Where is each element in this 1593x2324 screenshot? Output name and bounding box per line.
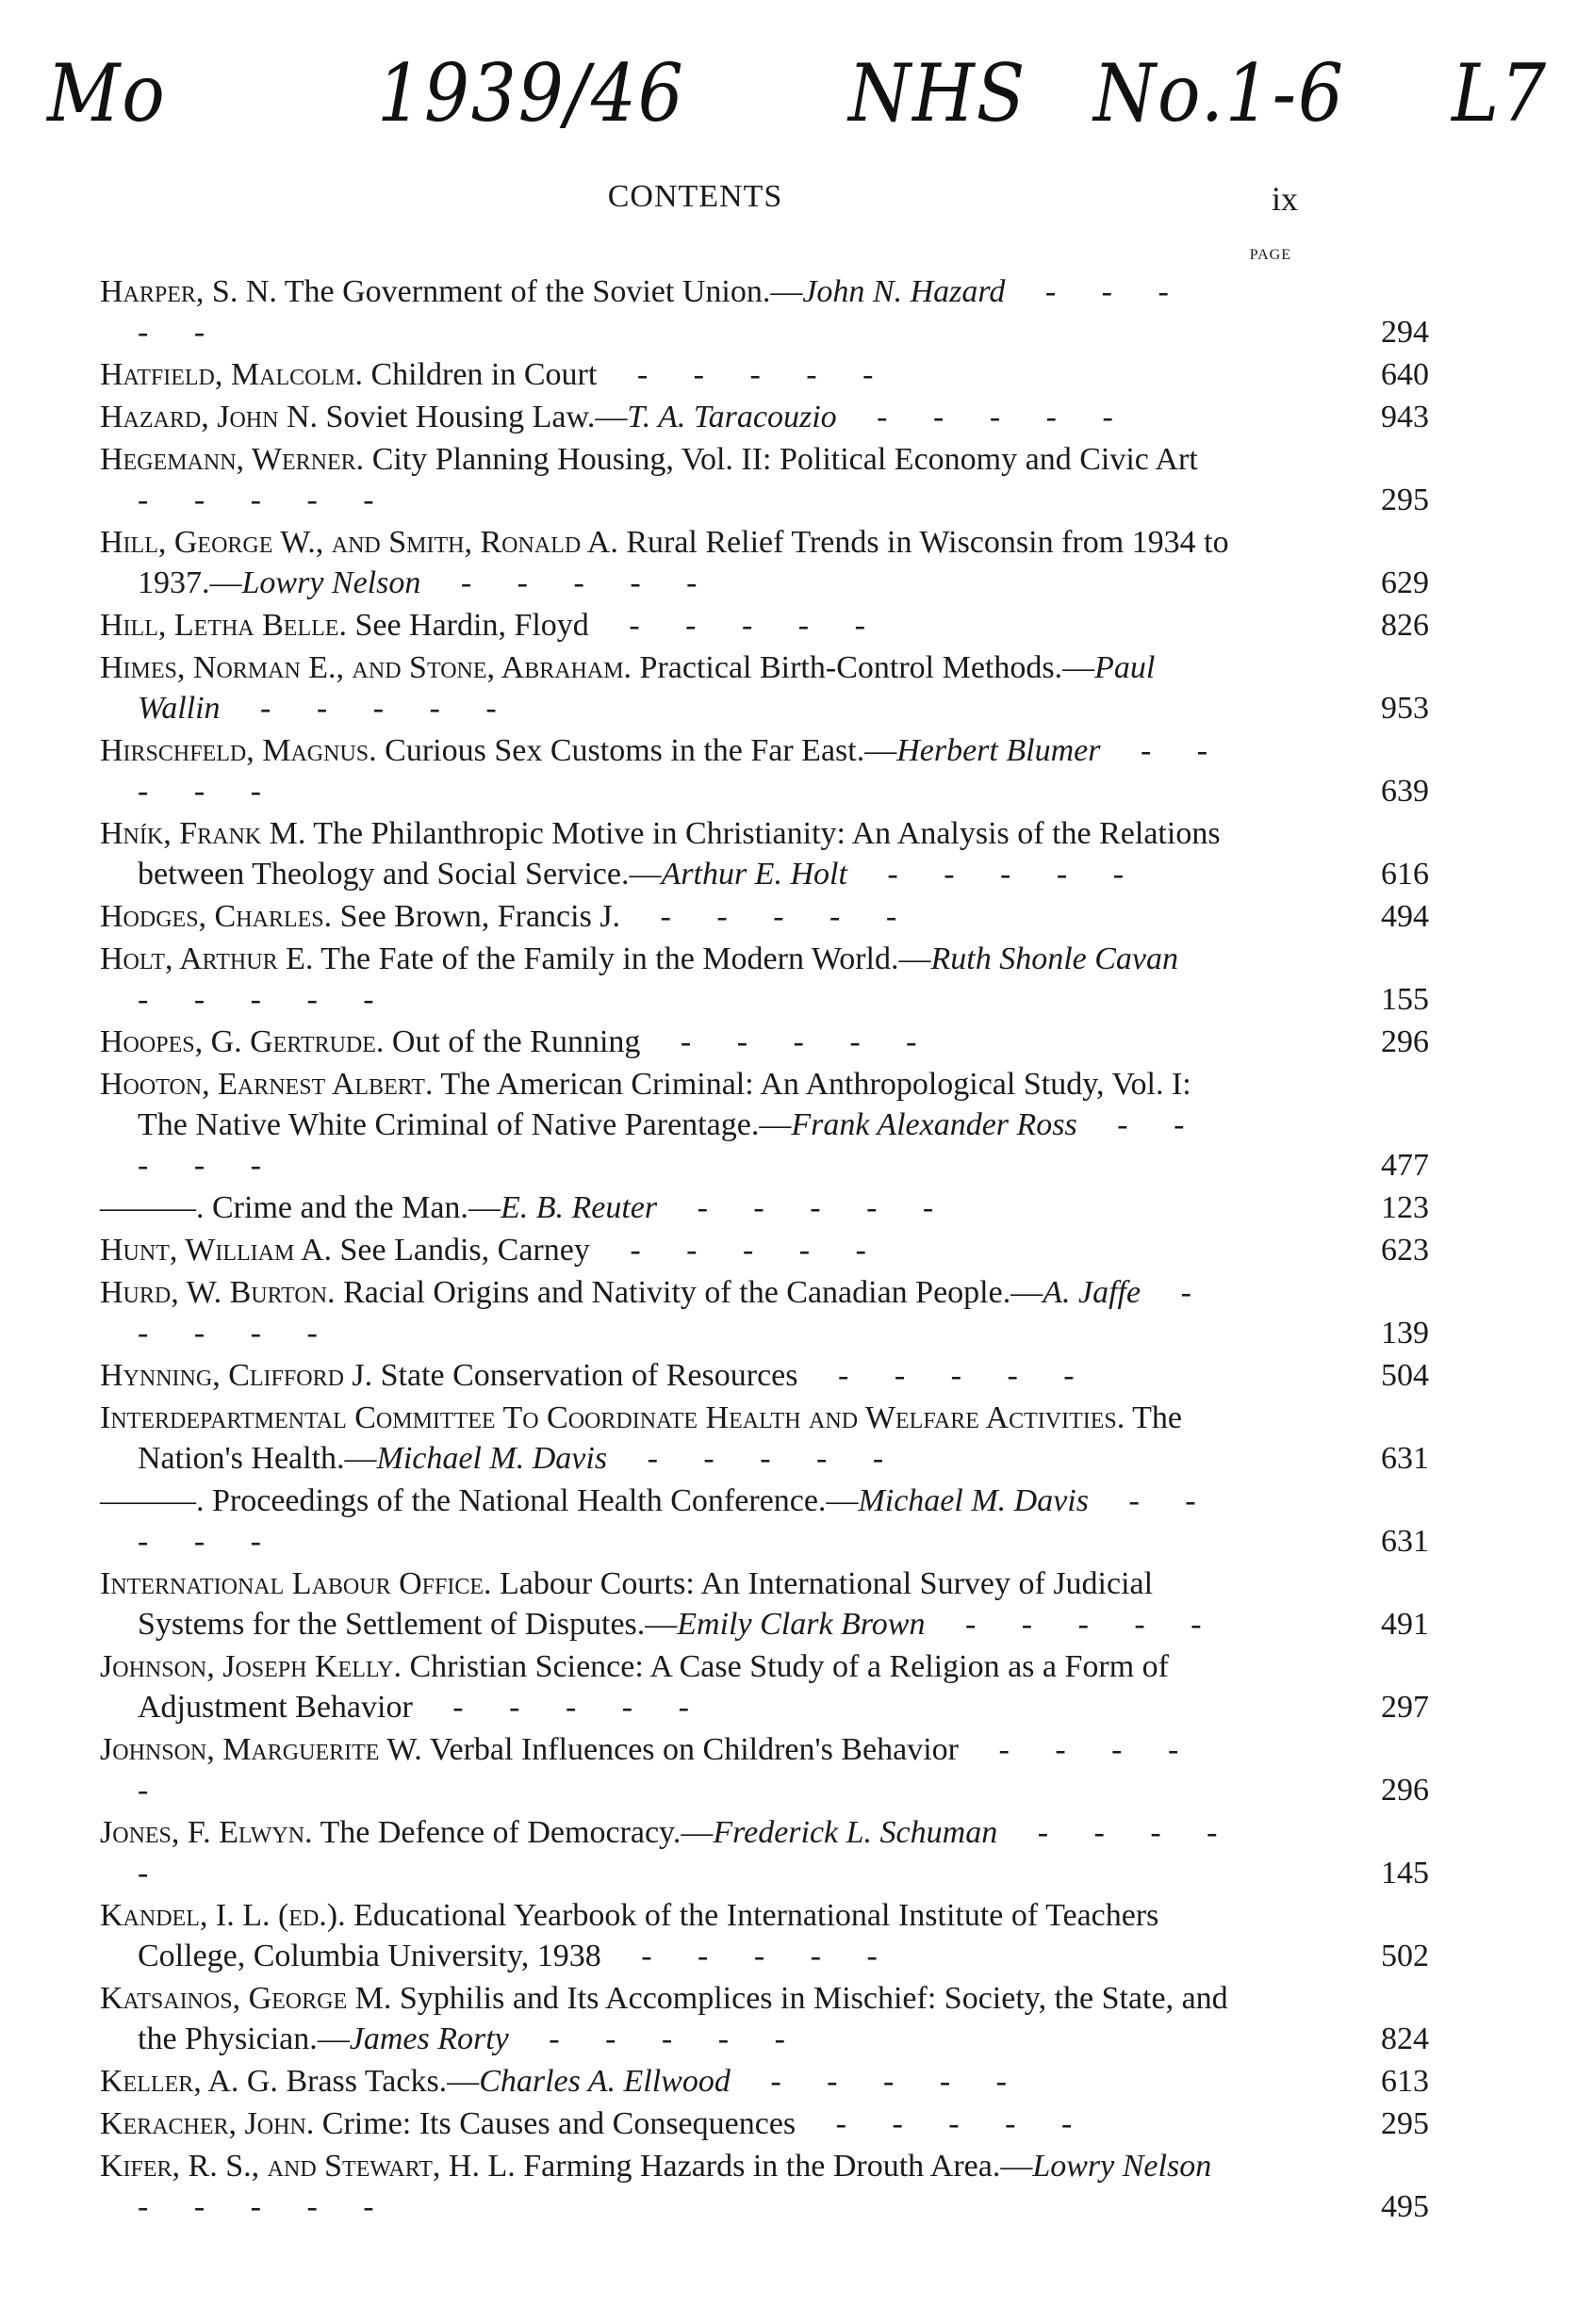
entry-page: 477	[1381, 1148, 1429, 1183]
entry-title: Christian Science: A Case Study of a Religion as a Form of Adjustment Behavior	[138, 1649, 1169, 1725]
contents-entry	[100, 1022, 1429, 1062]
entry-author: Jones, F. Elwyn.	[100, 1815, 313, 1850]
entry-page: 296	[1381, 1024, 1429, 1059]
entry-reviewer: Ruth Shonle Cavan	[930, 941, 1179, 976]
entry-author: Kandel, I. L. (ed.).	[100, 1898, 346, 1933]
entry-author: Keller, A. G.	[100, 2064, 278, 2099]
entry-page: 145	[1381, 1856, 1429, 1890]
entry-reviewer: A. Jaffe	[1043, 1275, 1141, 1310]
entry-page: 613	[1381, 2064, 1429, 2099]
entry-reviewer: Arthur E. Holt	[661, 857, 847, 892]
entry-title: Racial Origins and Nativity of the Canadian People.	[343, 1275, 1011, 1310]
leader-dots: - - - - -	[809, 2106, 1092, 2141]
entry-reviewer: E. B. Reuter	[500, 1190, 658, 1225]
leader-dots: - - - - -	[849, 400, 1132, 434]
entry-title: See Brown, Francis J.	[339, 899, 621, 934]
entry-author: Hník, Frank M.	[100, 816, 306, 851]
contents-entry: Harper, S. N. The Government of the Soviet Union.—John N. Hazard - - - - - 294	[100, 271, 1240, 352]
entry-author: Hatfield, Malcolm.	[100, 357, 363, 392]
contents-entry: Jones, F. Elwyn. The Defence of Democracy.—Frederick L. Schuman - - - - - 145	[100, 1812, 1240, 1893]
entry-title: Proceedings of the National Health Conference.	[212, 1483, 827, 1518]
leader-dots: - - - - -	[138, 982, 393, 1017]
entry-page: 295	[1381, 2106, 1429, 2141]
entry-author: Johnson, Joseph Kelly.	[100, 1649, 402, 1684]
entry-reviewer: Michael M. Davis	[376, 1441, 608, 1476]
leader-dots: - - - - -	[138, 1732, 1198, 1808]
entry-page: 631	[1381, 1524, 1429, 1559]
contents-entry	[100, 1895, 1429, 1976]
handwritten-mark: NHS	[848, 47, 1027, 139]
entry-page: 943	[1381, 400, 1429, 434]
contents-entry	[100, 1646, 1429, 1727]
entry-page: 640	[1381, 357, 1429, 392]
leader-dots: - - - - -	[138, 1275, 1210, 1350]
entry-reviewer: Charles A. Ellwood	[479, 2064, 731, 2099]
leader-dots: - - - - -	[138, 274, 1188, 350]
entry-title: Crime and the Man.	[212, 1190, 468, 1225]
page-column-label: PAGE	[1249, 247, 1291, 263]
entry-author: Hurd, W. Burton.	[100, 1275, 336, 1310]
entry-author: Harper, S. N.	[100, 274, 277, 309]
contents-entry: Katsainos, George M. Syphilis and Its Accomplices in Mischief: Society, the State, and the Physician.—James Rorty - - - - - 824	[100, 1978, 1240, 2059]
entry-title: The Philanthropic Motive in Christianity: An Analysis of the Relations between Theology and Social Service.	[138, 816, 1221, 892]
page-header	[94, 179, 1296, 226]
entry-title: Labour Courts: An International Survey of Judicial Systems for the Settlement of Disputes.	[138, 1566, 1154, 1642]
contents-entry: Hník, Frank M. The Philanthropic Motive in Christianity: An Analysis of the Relations between Theology and Social Service.—Arthur E. Holt - - - - - 616	[100, 813, 1240, 894]
entry-author: Hazard, John N.	[100, 400, 318, 434]
entry-page: 155	[1381, 982, 1429, 1017]
handwritten-annotation	[38, 47, 1555, 151]
entry-author: Hunt, William A.	[100, 1233, 333, 1268]
entry-page: 495	[1381, 2189, 1429, 2224]
entry-page: 826	[1381, 608, 1429, 643]
contents-entry	[100, 1230, 1429, 1270]
contents-entry	[100, 439, 1429, 520]
leader-dots: - - - - -	[620, 1441, 903, 1476]
leader-dots: - - - - -	[610, 357, 893, 392]
entry-reviewer: Michael M. Davis	[858, 1483, 1089, 1518]
leader-dots: - - - - -	[138, 733, 1227, 809]
contents-entry: Hurd, W. Burton. Racial Origins and Nativity of the Canadian People.—A. Jaffe - - - - - 139	[100, 1272, 1240, 1353]
entry-title: Rural Relief Trends in Wisconsin from 1934 to 1937.	[138, 525, 1229, 600]
entry-reviewer: Frank Alexander Ross	[791, 1107, 1077, 1142]
page-numeral: ix	[1271, 180, 1298, 218]
leader-dots: - - - - -	[233, 691, 516, 726]
entry-author: Himes, Norman E., and Stone, Abraham.	[100, 650, 632, 685]
contents-entry: Hazard, John N. Soviet Housing Law.—T. A. Taracouzio - - - - - 943	[100, 397, 1240, 437]
entry-reviewer: Lowry Nelson	[241, 565, 421, 600]
entry-title: The Nation's Health.	[138, 1400, 1182, 1476]
entry-title: Educational Yearbook of the International Institute of Teachers College, Columbia University, 1938	[138, 1898, 1159, 1973]
leader-dots: - - - - -	[138, 1107, 1204, 1183]
entry-page: 494	[1381, 899, 1429, 934]
entry-page: 295	[1381, 483, 1429, 517]
entry-title: The Fate of the Family in the Modern World.	[320, 941, 899, 976]
contents-entry	[100, 2103, 1429, 2144]
entry-page: 631	[1381, 1441, 1429, 1476]
entry-page: 294	[1381, 315, 1429, 350]
entry-title: Practical Birth-Control Methods.	[639, 650, 1063, 685]
entry-author: Hooton, Earnest Albert.	[100, 1067, 434, 1102]
leader-dots: - - - - -	[653, 1024, 936, 1059]
entry-title: Children in Court	[370, 357, 598, 392]
entry-author: Hill, George W., and Smith, Ronald A.	[100, 525, 618, 560]
entry-page: 491	[1381, 1607, 1429, 1642]
contents-entry: International Labour Office. Labour Courts: An International Survey of Judicial Systems for the Settlement of Disputes.—Emily Clark Brown - - - - - 491	[100, 1563, 1240, 1645]
entry-reviewer: James Rorty	[349, 2021, 509, 2056]
entry-author: ———.	[100, 1190, 205, 1225]
entry-author: Johnson, Marguerite W.	[100, 1732, 422, 1767]
leader-dots: - - - - -	[425, 1690, 708, 1725]
entry-author: ———.	[100, 1483, 205, 1518]
entry-page: 953	[1381, 691, 1429, 726]
entry-title: The American Criminal: An Anthropological Study, Vol. I: The Native White Criminal of Native Parentage.	[138, 1067, 1191, 1142]
contents-entry: Keller, A. G. Brass Tacks.—Charles A. Ellwood - - - - - 613	[100, 2061, 1240, 2102]
contents-entry: Kifer, R. S., and Stewart, H. L. Farming Hazards in the Drouth Area.—Lowry Nelson - - - - - 495	[100, 2146, 1240, 2227]
leader-dots: - - - - -	[633, 899, 916, 934]
entry-title: The Government of the Soviet Union.	[284, 274, 771, 309]
entry-page: 629	[1381, 565, 1429, 600]
contents-entry	[100, 896, 1429, 937]
entry-reviewer: Lowry Nelson	[1032, 2149, 1212, 2184]
entry-reviewer: Paul Wallin	[138, 650, 1156, 726]
entry-page: 824	[1381, 2021, 1429, 2056]
leader-dots: - - - - -	[670, 1190, 953, 1225]
handwritten-mark: L7	[1452, 47, 1548, 139]
handwritten-mark: Mo	[47, 47, 167, 139]
entry-author: Holt, Arthur E.	[100, 941, 314, 976]
leader-dots: - - - - -	[521, 2021, 804, 2056]
leader-dots: - - - - -	[743, 2064, 1026, 2099]
entry-author: Kifer, R. S., and Stewart, H. L.	[100, 2149, 516, 2184]
entry-title: Farming Hazards in the Drouth Area.	[523, 2149, 1001, 2184]
leader-dots: - - - - -	[860, 857, 1143, 892]
entry-page: 123	[1381, 1190, 1429, 1225]
entry-reviewer: T. A. Taracouzio	[627, 400, 837, 434]
leader-dots: - - - - -	[601, 608, 884, 643]
entry-title: Brass Tacks.	[286, 2064, 448, 2099]
entry-author: Hirschfeld, Magnus.	[100, 733, 377, 768]
page-title: CONTENTS	[607, 179, 783, 214]
entry-reviewer: John N. Hazard	[802, 274, 1006, 309]
entry-title: Curious Sex Customs in the Far East.	[385, 733, 865, 768]
leader-dots: - - - - -	[138, 1483, 1215, 1559]
contents-entry	[100, 354, 1429, 395]
entry-reviewer: Emily Clark Brown	[677, 1607, 926, 1642]
entry-title: Out of the Running	[391, 1024, 641, 1059]
entry-author: Hodges, Charles.	[100, 899, 333, 934]
entry-author: Hoopes, G. Gertrude.	[100, 1024, 385, 1059]
contents-entry: Interdepartmental Committee To Coordinate Health and Welfare Activities. The Nation's Health.—Michael M. Davis - - - - - 631	[100, 1398, 1240, 1479]
entry-reviewer: Frederick L. Schuman	[713, 1815, 998, 1850]
entry-title: Syphilis and Its Accomplices in Mischief: Society, the State, and the Physician.	[138, 1981, 1228, 2056]
entry-author: International Labour Office.	[100, 1566, 492, 1601]
entry-page: 296	[1381, 1773, 1429, 1808]
leader-dots: - - - - -	[811, 1358, 1093, 1393]
entry-reviewer: Herbert Blumer	[896, 733, 1101, 768]
entry-author: Interdepartmental Committee To Coordinate Health and Welfare Activities.	[100, 1400, 1125, 1435]
contents-entry: ———. Crime and the Man.—E. B. Reuter - - - - - 123	[100, 1187, 1240, 1228]
entry-author: Katsainos, George M.	[100, 1981, 392, 2016]
contents-entry: ———. Proceedings of the National Health Conference.—Michael M. Davis - - - - - 631	[100, 1481, 1240, 1562]
contents-entry	[100, 1355, 1429, 1396]
leader-dots: - - - - -	[138, 2189, 393, 2224]
leader-dots: - - - - -	[614, 1939, 896, 1973]
leader-dots: - - - - -	[138, 483, 393, 517]
contents-entry	[100, 605, 1429, 646]
entry-page: 639	[1381, 774, 1429, 809]
contents-entry: Hill, George W., and Smith, Ronald A. Rural Relief Trends in Wisconsin from 1934 to 1937.—Lowry Nelson - - - - - 629	[100, 522, 1240, 603]
contents-list	[100, 271, 1429, 2229]
contents-entry: Himes, Norman E., and Stone, Abraham. Practical Birth-Control Methods.—Paul Wallin - - - - - 953	[100, 647, 1240, 728]
entry-page: 623	[1381, 1233, 1429, 1268]
entry-title: The Defence of Democracy.	[320, 1815, 682, 1850]
entry-title: Verbal Influences on Children's Behavior	[429, 1732, 960, 1767]
entry-title: Soviet Housing Law.	[325, 400, 596, 434]
contents-entry: Holt, Arthur E. The Fate of the Family in the Modern World.—Ruth Shonle Cavan - - - - - 155	[100, 939, 1240, 1020]
leader-dots: - - - - -	[602, 1233, 885, 1268]
entry-author: Hegemann, Werner.	[100, 442, 365, 477]
entry-page: 616	[1381, 857, 1429, 892]
leader-dots: - - - - -	[138, 1815, 1237, 1890]
entry-page: 297	[1381, 1690, 1429, 1725]
contents-entry	[100, 1729, 1429, 1810]
entry-title: City Planning Housing, Vol. II: Political Economy and Civic Art	[371, 442, 1198, 477]
entry-author: Keracher, John.	[100, 2106, 315, 2141]
entry-author: Hill, Letha Belle.	[100, 608, 347, 643]
handwritten-mark: No.1-6	[1093, 47, 1345, 139]
leader-dots: - - - - -	[434, 565, 716, 600]
entry-page: 139	[1381, 1316, 1429, 1350]
entry-author: Hynning, Clifford J.	[100, 1358, 373, 1393]
contents-entry: Hirschfeld, Magnus. Curious Sex Customs in the Far East.—Herbert Blumer - - - - - 639	[100, 730, 1240, 811]
entry-page: 504	[1381, 1358, 1429, 1393]
entry-title: State Conservation of Resources	[380, 1358, 798, 1393]
entry-title: See Hardin, Floyd	[354, 608, 589, 643]
entry-page: 502	[1381, 1939, 1429, 1973]
entry-title: See Landis, Carney	[339, 1233, 590, 1268]
leader-dots: - - - - -	[938, 1607, 1221, 1642]
entry-title: Crime: Its Causes and Consequences	[321, 2106, 796, 2141]
contents-entry: Hooton, Earnest Albert. The American Criminal: An Anthropological Study, Vol. I: The Native White Criminal of Native Parentage.—Frank Alexander Ross - - - - - 477	[100, 1064, 1240, 1186]
handwritten-mark: 1939/46	[377, 47, 685, 139]
